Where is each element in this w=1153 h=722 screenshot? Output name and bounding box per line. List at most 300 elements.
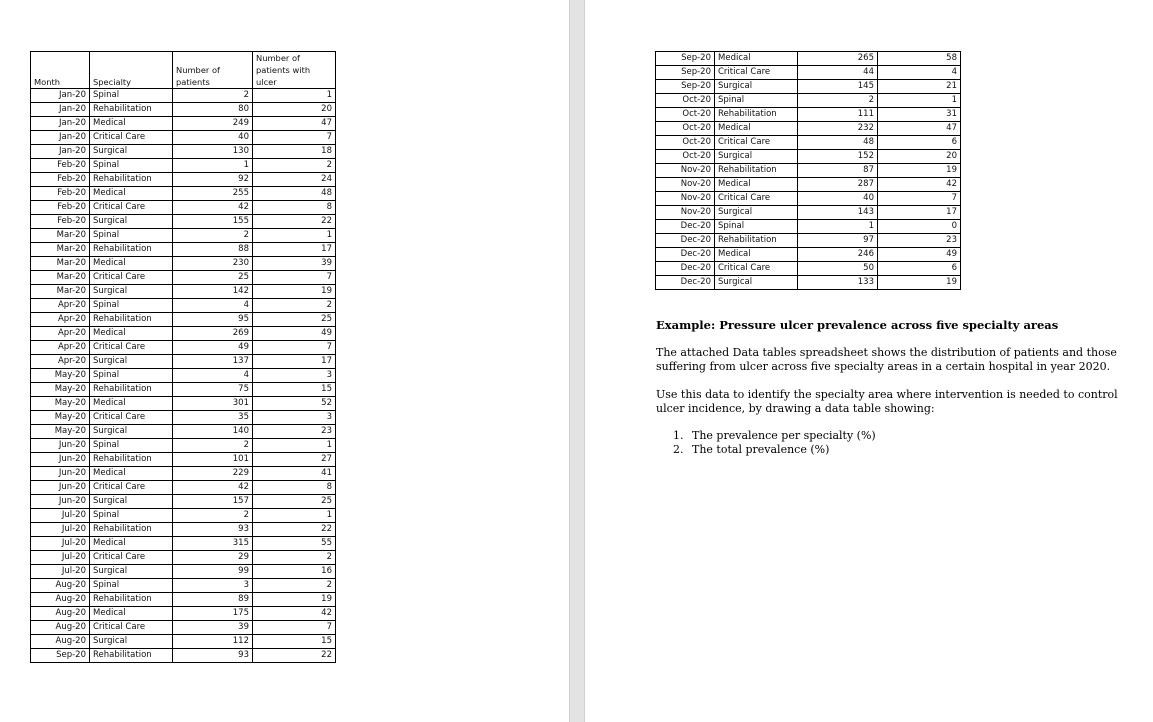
cell-patients-with-ulcer: 20 xyxy=(878,150,961,164)
cell-number-of-patients: 35 xyxy=(173,411,253,425)
table-header-row xyxy=(31,52,336,89)
cell-month: May-20 xyxy=(31,383,90,397)
cell-month: Nov-20 xyxy=(656,192,715,206)
table-row xyxy=(656,66,961,80)
list-item xyxy=(673,429,876,443)
table-row xyxy=(31,103,336,117)
table-row xyxy=(31,117,336,131)
table-row xyxy=(31,467,336,481)
cell-month: Jan-20 xyxy=(31,89,90,103)
cell-patients-with-ulcer: 2 xyxy=(253,551,336,565)
cell-number-of-patients: 42 xyxy=(173,201,253,215)
cell-month: Feb-20 xyxy=(31,159,90,173)
cell-month: Jun-20 xyxy=(31,453,90,467)
cell-number-of-patients: 287 xyxy=(798,178,878,192)
table-row xyxy=(31,285,336,299)
table-row xyxy=(31,537,336,551)
cell-number-of-patients: 75 xyxy=(173,383,253,397)
cell-number-of-patients: 145 xyxy=(798,80,878,94)
cell-patients-with-ulcer: 17 xyxy=(253,355,336,369)
table-row xyxy=(656,94,961,108)
cell-number-of-patients: 97 xyxy=(798,234,878,248)
cell-specialty: Critical Care xyxy=(90,271,173,285)
cell-month: Apr-20 xyxy=(31,313,90,327)
example-paragraph-1: The attached Data tables spreadsheet shows the distribution of patients and those suffering from ulcer across five specialty areas in a certain hospital in year 2020. xyxy=(656,346,1117,373)
cell-patients-with-ulcer: 19 xyxy=(878,164,961,178)
cell-number-of-patients: 99 xyxy=(173,565,253,579)
header-specialty: Specialty xyxy=(90,52,173,89)
header-number-of-patients: Number of patients xyxy=(173,52,253,89)
cell-number-of-patients: 255 xyxy=(173,187,253,201)
cell-specialty: Medical xyxy=(90,607,173,621)
cell-patients-with-ulcer: 6 xyxy=(878,262,961,276)
table-row xyxy=(656,276,961,290)
cell-specialty: Spinal xyxy=(90,579,173,593)
cell-patients-with-ulcer: 25 xyxy=(253,313,336,327)
cell-month: Aug-20 xyxy=(31,593,90,607)
cell-number-of-patients: 155 xyxy=(173,215,253,229)
list-item-text: The total prevalence (%) xyxy=(692,443,830,456)
cell-specialty: Critical Care xyxy=(90,481,173,495)
cell-specialty: Critical Care xyxy=(90,131,173,145)
cell-patients-with-ulcer: 23 xyxy=(253,425,336,439)
cell-month: May-20 xyxy=(31,369,90,383)
cell-number-of-patients: 93 xyxy=(173,523,253,537)
cell-number-of-patients: 249 xyxy=(173,117,253,131)
cell-specialty: Medical xyxy=(90,537,173,551)
cell-number-of-patients: 1 xyxy=(173,159,253,173)
table-row xyxy=(31,355,336,369)
cell-specialty: Rehabilitation xyxy=(715,164,798,178)
cell-month: Mar-20 xyxy=(31,257,90,271)
cell-number-of-patients: 229 xyxy=(173,467,253,481)
cell-number-of-patients: 315 xyxy=(173,537,253,551)
cell-month: Apr-20 xyxy=(31,355,90,369)
cell-month: Oct-20 xyxy=(656,136,715,150)
cell-patients-with-ulcer: 19 xyxy=(878,276,961,290)
cell-specialty: Surgical xyxy=(715,276,798,290)
cell-number-of-patients: 4 xyxy=(173,369,253,383)
table-row xyxy=(31,523,336,537)
cell-number-of-patients: 25 xyxy=(173,271,253,285)
table-row xyxy=(31,439,336,453)
table-row xyxy=(656,206,961,220)
cell-number-of-patients: 301 xyxy=(173,397,253,411)
cell-patients-with-ulcer: 52 xyxy=(253,397,336,411)
cell-number-of-patients: 44 xyxy=(798,66,878,80)
cell-number-of-patients: 152 xyxy=(798,150,878,164)
cell-month: Jun-20 xyxy=(31,495,90,509)
cell-number-of-patients: 142 xyxy=(173,285,253,299)
cell-number-of-patients: 89 xyxy=(173,593,253,607)
table-row xyxy=(656,108,961,122)
cell-patients-with-ulcer: 3 xyxy=(253,369,336,383)
example-title: Example: Pressure ulcer prevalence across five specialty areas xyxy=(656,318,1059,332)
cell-month: Feb-20 xyxy=(31,187,90,201)
cell-month: Jun-20 xyxy=(31,481,90,495)
cell-specialty: Critical Care xyxy=(90,201,173,215)
cell-month: Mar-20 xyxy=(31,243,90,257)
cell-month: Sep-20 xyxy=(31,649,90,663)
cell-specialty: Surgical xyxy=(90,355,173,369)
cell-patients-with-ulcer: 1 xyxy=(253,509,336,523)
table-row xyxy=(31,425,336,439)
table-row xyxy=(31,481,336,495)
cell-number-of-patients: 39 xyxy=(173,621,253,635)
cell-patients-with-ulcer: 7 xyxy=(878,192,961,206)
cell-month: May-20 xyxy=(31,411,90,425)
cell-specialty: Critical Care xyxy=(715,192,798,206)
cell-specialty: Rehabilitation xyxy=(90,313,173,327)
cell-number-of-patients: 101 xyxy=(173,453,253,467)
cell-specialty: Medical xyxy=(90,327,173,341)
cell-patients-with-ulcer: 1 xyxy=(253,229,336,243)
cell-patients-with-ulcer: 48 xyxy=(253,187,336,201)
table-row xyxy=(656,122,961,136)
cell-month: Aug-20 xyxy=(31,635,90,649)
table-row xyxy=(656,178,961,192)
cell-number-of-patients: 40 xyxy=(173,131,253,145)
cell-month: Aug-20 xyxy=(31,579,90,593)
table-row xyxy=(31,131,336,145)
table-row xyxy=(31,215,336,229)
cell-specialty: Medical xyxy=(90,467,173,481)
table-row xyxy=(31,327,336,341)
cell-specialty: Surgical xyxy=(90,215,173,229)
table-row xyxy=(656,262,961,276)
cell-specialty: Medical xyxy=(90,397,173,411)
cell-specialty: Rehabilitation xyxy=(90,593,173,607)
cell-specialty: Spinal xyxy=(90,229,173,243)
cell-number-of-patients: 48 xyxy=(798,136,878,150)
cell-specialty: Surgical xyxy=(90,425,173,439)
cell-patients-with-ulcer: 16 xyxy=(253,565,336,579)
cell-patients-with-ulcer: 1 xyxy=(253,439,336,453)
cell-number-of-patients: 232 xyxy=(798,122,878,136)
cell-specialty: Rehabilitation xyxy=(90,523,173,537)
cell-specialty: Medical xyxy=(90,257,173,271)
cell-specialty: Critical Care xyxy=(90,551,173,565)
cell-month: Sep-20 xyxy=(656,52,715,66)
cell-specialty: Surgical xyxy=(90,145,173,159)
cell-specialty: Spinal xyxy=(90,439,173,453)
cell-specialty: Critical Care xyxy=(90,341,173,355)
cell-patients-with-ulcer: 20 xyxy=(253,103,336,117)
table-row xyxy=(31,453,336,467)
cell-month: May-20 xyxy=(31,425,90,439)
cell-month: Dec-20 xyxy=(656,234,715,248)
cell-patients-with-ulcer: 19 xyxy=(253,593,336,607)
list-item xyxy=(673,443,876,457)
cell-month: Feb-20 xyxy=(31,215,90,229)
cell-specialty: Spinal xyxy=(715,94,798,108)
cell-specialty: Surgical xyxy=(90,565,173,579)
table-row xyxy=(31,565,336,579)
cell-number-of-patients: 1 xyxy=(798,220,878,234)
table-row xyxy=(31,145,336,159)
cell-patients-with-ulcer: 7 xyxy=(253,131,336,145)
cell-number-of-patients: 2 xyxy=(798,94,878,108)
cell-patients-with-ulcer: 47 xyxy=(878,122,961,136)
list-item-number: 1. xyxy=(673,429,684,442)
cell-number-of-patients: 95 xyxy=(173,313,253,327)
cell-specialty: Medical xyxy=(715,178,798,192)
cell-specialty: Medical xyxy=(90,187,173,201)
cell-patients-with-ulcer: 4 xyxy=(878,66,961,80)
table-row xyxy=(31,621,336,635)
cell-patients-with-ulcer: 21 xyxy=(878,80,961,94)
cell-number-of-patients: 112 xyxy=(173,635,253,649)
cell-specialty: Rehabilitation xyxy=(715,234,798,248)
cell-number-of-patients: 3 xyxy=(173,579,253,593)
cell-month: Jun-20 xyxy=(31,467,90,481)
cell-specialty: Rehabilitation xyxy=(90,103,173,117)
document-page-left xyxy=(0,0,569,722)
cell-number-of-patients: 2 xyxy=(173,509,253,523)
table-row xyxy=(31,313,336,327)
cell-month: Jun-20 xyxy=(31,439,90,453)
cell-number-of-patients: 157 xyxy=(173,495,253,509)
table-row xyxy=(656,192,961,206)
cell-month: Aug-20 xyxy=(31,607,90,621)
cell-number-of-patients: 143 xyxy=(798,206,878,220)
table-row xyxy=(31,341,336,355)
cell-number-of-patients: 4 xyxy=(173,299,253,313)
cell-patients-with-ulcer: 49 xyxy=(253,327,336,341)
cell-number-of-patients: 230 xyxy=(173,257,253,271)
cell-patients-with-ulcer: 17 xyxy=(253,243,336,257)
cell-number-of-patients: 40 xyxy=(798,192,878,206)
cell-patients-with-ulcer: 49 xyxy=(878,248,961,262)
cell-specialty: Critical Care xyxy=(715,262,798,276)
table-row xyxy=(31,187,336,201)
cell-number-of-patients: 140 xyxy=(173,425,253,439)
table-row xyxy=(31,89,336,103)
cell-number-of-patients: 88 xyxy=(173,243,253,257)
table-row xyxy=(31,243,336,257)
cell-number-of-patients: 130 xyxy=(173,145,253,159)
table-row xyxy=(656,164,961,178)
cell-month: Aug-20 xyxy=(31,621,90,635)
table-row xyxy=(656,150,961,164)
cell-specialty: Surgical xyxy=(715,206,798,220)
cell-month: Oct-20 xyxy=(656,122,715,136)
example-paragraph-2: Use this data to identify the specialty area where intervention is needed to control ulcer incidence, by drawing a data table showing: xyxy=(656,388,1118,415)
cell-number-of-patients: 93 xyxy=(173,649,253,663)
cell-month: Sep-20 xyxy=(656,80,715,94)
cell-number-of-patients: 265 xyxy=(798,52,878,66)
cell-month: Jan-20 xyxy=(31,117,90,131)
cell-month: Jul-20 xyxy=(31,565,90,579)
cell-patients-with-ulcer: 0 xyxy=(878,220,961,234)
cell-month: Jan-20 xyxy=(31,131,90,145)
table-row xyxy=(31,229,336,243)
cell-patients-with-ulcer: 24 xyxy=(253,173,336,187)
cell-specialty: Rehabilitation xyxy=(90,383,173,397)
cell-specialty: Rehabilitation xyxy=(90,173,173,187)
cell-number-of-patients: 175 xyxy=(173,607,253,621)
cell-specialty: Spinal xyxy=(90,509,173,523)
cell-month: Mar-20 xyxy=(31,285,90,299)
cell-number-of-patients: 87 xyxy=(798,164,878,178)
cell-number-of-patients: 29 xyxy=(173,551,253,565)
table-row xyxy=(31,579,336,593)
cell-month: Mar-20 xyxy=(31,229,90,243)
cell-patients-with-ulcer: 22 xyxy=(253,215,336,229)
table-row xyxy=(31,271,336,285)
table-row xyxy=(31,607,336,621)
cell-number-of-patients: 2 xyxy=(173,229,253,243)
cell-month: Jan-20 xyxy=(31,145,90,159)
cell-patients-with-ulcer: 22 xyxy=(253,523,336,537)
cell-month: Jul-20 xyxy=(31,537,90,551)
cell-patients-with-ulcer: 2 xyxy=(253,579,336,593)
table-row xyxy=(31,649,336,663)
requirements-list xyxy=(673,429,876,457)
page-gutter xyxy=(569,0,585,722)
data-table-page-1 xyxy=(30,51,336,663)
cell-specialty: Spinal xyxy=(715,220,798,234)
cell-specialty: Surgical xyxy=(715,150,798,164)
cell-specialty: Spinal xyxy=(90,369,173,383)
cell-month: Dec-20 xyxy=(656,220,715,234)
table-row xyxy=(656,234,961,248)
cell-patients-with-ulcer: 42 xyxy=(253,607,336,621)
cell-patients-with-ulcer: 1 xyxy=(878,94,961,108)
table-row xyxy=(656,52,961,66)
cell-patients-with-ulcer: 17 xyxy=(878,206,961,220)
cell-number-of-patients: 269 xyxy=(173,327,253,341)
cell-patients-with-ulcer: 6 xyxy=(878,136,961,150)
cell-month: Sep-20 xyxy=(656,66,715,80)
cell-specialty: Critical Care xyxy=(715,66,798,80)
cell-patients-with-ulcer: 2 xyxy=(253,159,336,173)
cell-specialty: Rehabilitation xyxy=(90,649,173,663)
list-item-number: 2. xyxy=(673,443,684,456)
cell-month: Nov-20 xyxy=(656,164,715,178)
table-row xyxy=(31,173,336,187)
cell-number-of-patients: 92 xyxy=(173,173,253,187)
cell-patients-with-ulcer: 39 xyxy=(253,257,336,271)
cell-patients-with-ulcer: 23 xyxy=(878,234,961,248)
cell-patients-with-ulcer: 2 xyxy=(253,299,336,313)
cell-month: Oct-20 xyxy=(656,94,715,108)
table-row xyxy=(31,495,336,509)
cell-patients-with-ulcer: 3 xyxy=(253,411,336,425)
cell-patients-with-ulcer: 7 xyxy=(253,621,336,635)
cell-month: Feb-20 xyxy=(31,201,90,215)
cell-number-of-patients: 246 xyxy=(798,248,878,262)
cell-patients-with-ulcer: 8 xyxy=(253,481,336,495)
cell-specialty: Surgical xyxy=(90,285,173,299)
cell-month: Apr-20 xyxy=(31,327,90,341)
cell-specialty: Surgical xyxy=(90,635,173,649)
header-month: Month xyxy=(31,52,90,89)
cell-month: Dec-20 xyxy=(656,248,715,262)
table-row xyxy=(656,220,961,234)
cell-month: Jul-20 xyxy=(31,509,90,523)
cell-month: Apr-20 xyxy=(31,341,90,355)
cell-specialty: Rehabilitation xyxy=(90,243,173,257)
cell-patients-with-ulcer: 15 xyxy=(253,635,336,649)
cell-month: Oct-20 xyxy=(656,108,715,122)
cell-patients-with-ulcer: 47 xyxy=(253,117,336,131)
table-row xyxy=(31,397,336,411)
cell-specialty: Spinal xyxy=(90,159,173,173)
cell-patients-with-ulcer: 22 xyxy=(253,649,336,663)
cell-patients-with-ulcer: 42 xyxy=(878,178,961,192)
cell-specialty: Rehabilitation xyxy=(90,453,173,467)
table-row xyxy=(31,509,336,523)
cell-specialty: Critical Care xyxy=(715,136,798,150)
cell-specialty: Surgical xyxy=(715,80,798,94)
table-row xyxy=(31,201,336,215)
cell-specialty: Medical xyxy=(715,52,798,66)
table-row xyxy=(31,159,336,173)
cell-month: Jan-20 xyxy=(31,103,90,117)
table-row xyxy=(31,369,336,383)
header-patients-with-ulcer: Number of patients with ulcer xyxy=(253,52,336,89)
cell-number-of-patients: 42 xyxy=(173,481,253,495)
cell-specialty: Medical xyxy=(90,117,173,131)
cell-month: Dec-20 xyxy=(656,276,715,290)
cell-month: Jul-20 xyxy=(31,523,90,537)
table-row xyxy=(31,635,336,649)
cell-number-of-patients: 80 xyxy=(173,103,253,117)
cell-month: Apr-20 xyxy=(31,299,90,313)
table-row xyxy=(31,411,336,425)
cell-specialty: Medical xyxy=(715,248,798,262)
cell-specialty: Rehabilitation xyxy=(715,108,798,122)
table-row xyxy=(656,136,961,150)
cell-patients-with-ulcer: 18 xyxy=(253,145,336,159)
cell-number-of-patients: 2 xyxy=(173,89,253,103)
cell-patients-with-ulcer: 55 xyxy=(253,537,336,551)
cell-number-of-patients: 137 xyxy=(173,355,253,369)
cell-specialty: Surgical xyxy=(90,495,173,509)
cell-number-of-patients: 111 xyxy=(798,108,878,122)
table-row xyxy=(31,593,336,607)
table-row xyxy=(656,80,961,94)
cell-month: Mar-20 xyxy=(31,271,90,285)
cell-patients-with-ulcer: 31 xyxy=(878,108,961,122)
cell-specialty: Critical Care xyxy=(90,411,173,425)
cell-number-of-patients: 50 xyxy=(798,262,878,276)
cell-patients-with-ulcer: 25 xyxy=(253,495,336,509)
cell-month: Dec-20 xyxy=(656,262,715,276)
cell-patients-with-ulcer: 7 xyxy=(253,271,336,285)
cell-specialty: Critical Care xyxy=(90,621,173,635)
cell-month: Jul-20 xyxy=(31,551,90,565)
cell-patients-with-ulcer: 19 xyxy=(253,285,336,299)
cell-month: Nov-20 xyxy=(656,178,715,192)
cell-month: Oct-20 xyxy=(656,150,715,164)
table-row xyxy=(31,299,336,313)
cell-number-of-patients: 2 xyxy=(173,439,253,453)
cell-patients-with-ulcer: 27 xyxy=(253,453,336,467)
cell-patients-with-ulcer: 7 xyxy=(253,341,336,355)
cell-patients-with-ulcer: 15 xyxy=(253,383,336,397)
cell-number-of-patients: 133 xyxy=(798,276,878,290)
cell-specialty: Spinal xyxy=(90,299,173,313)
cell-specialty: Spinal xyxy=(90,89,173,103)
data-table-page-2 xyxy=(655,51,961,290)
cell-month: Feb-20 xyxy=(31,173,90,187)
cell-month: May-20 xyxy=(31,397,90,411)
cell-patients-with-ulcer: 1 xyxy=(253,89,336,103)
table-row xyxy=(31,383,336,397)
list-item-text: The prevalence per specialty (%) xyxy=(692,429,876,442)
